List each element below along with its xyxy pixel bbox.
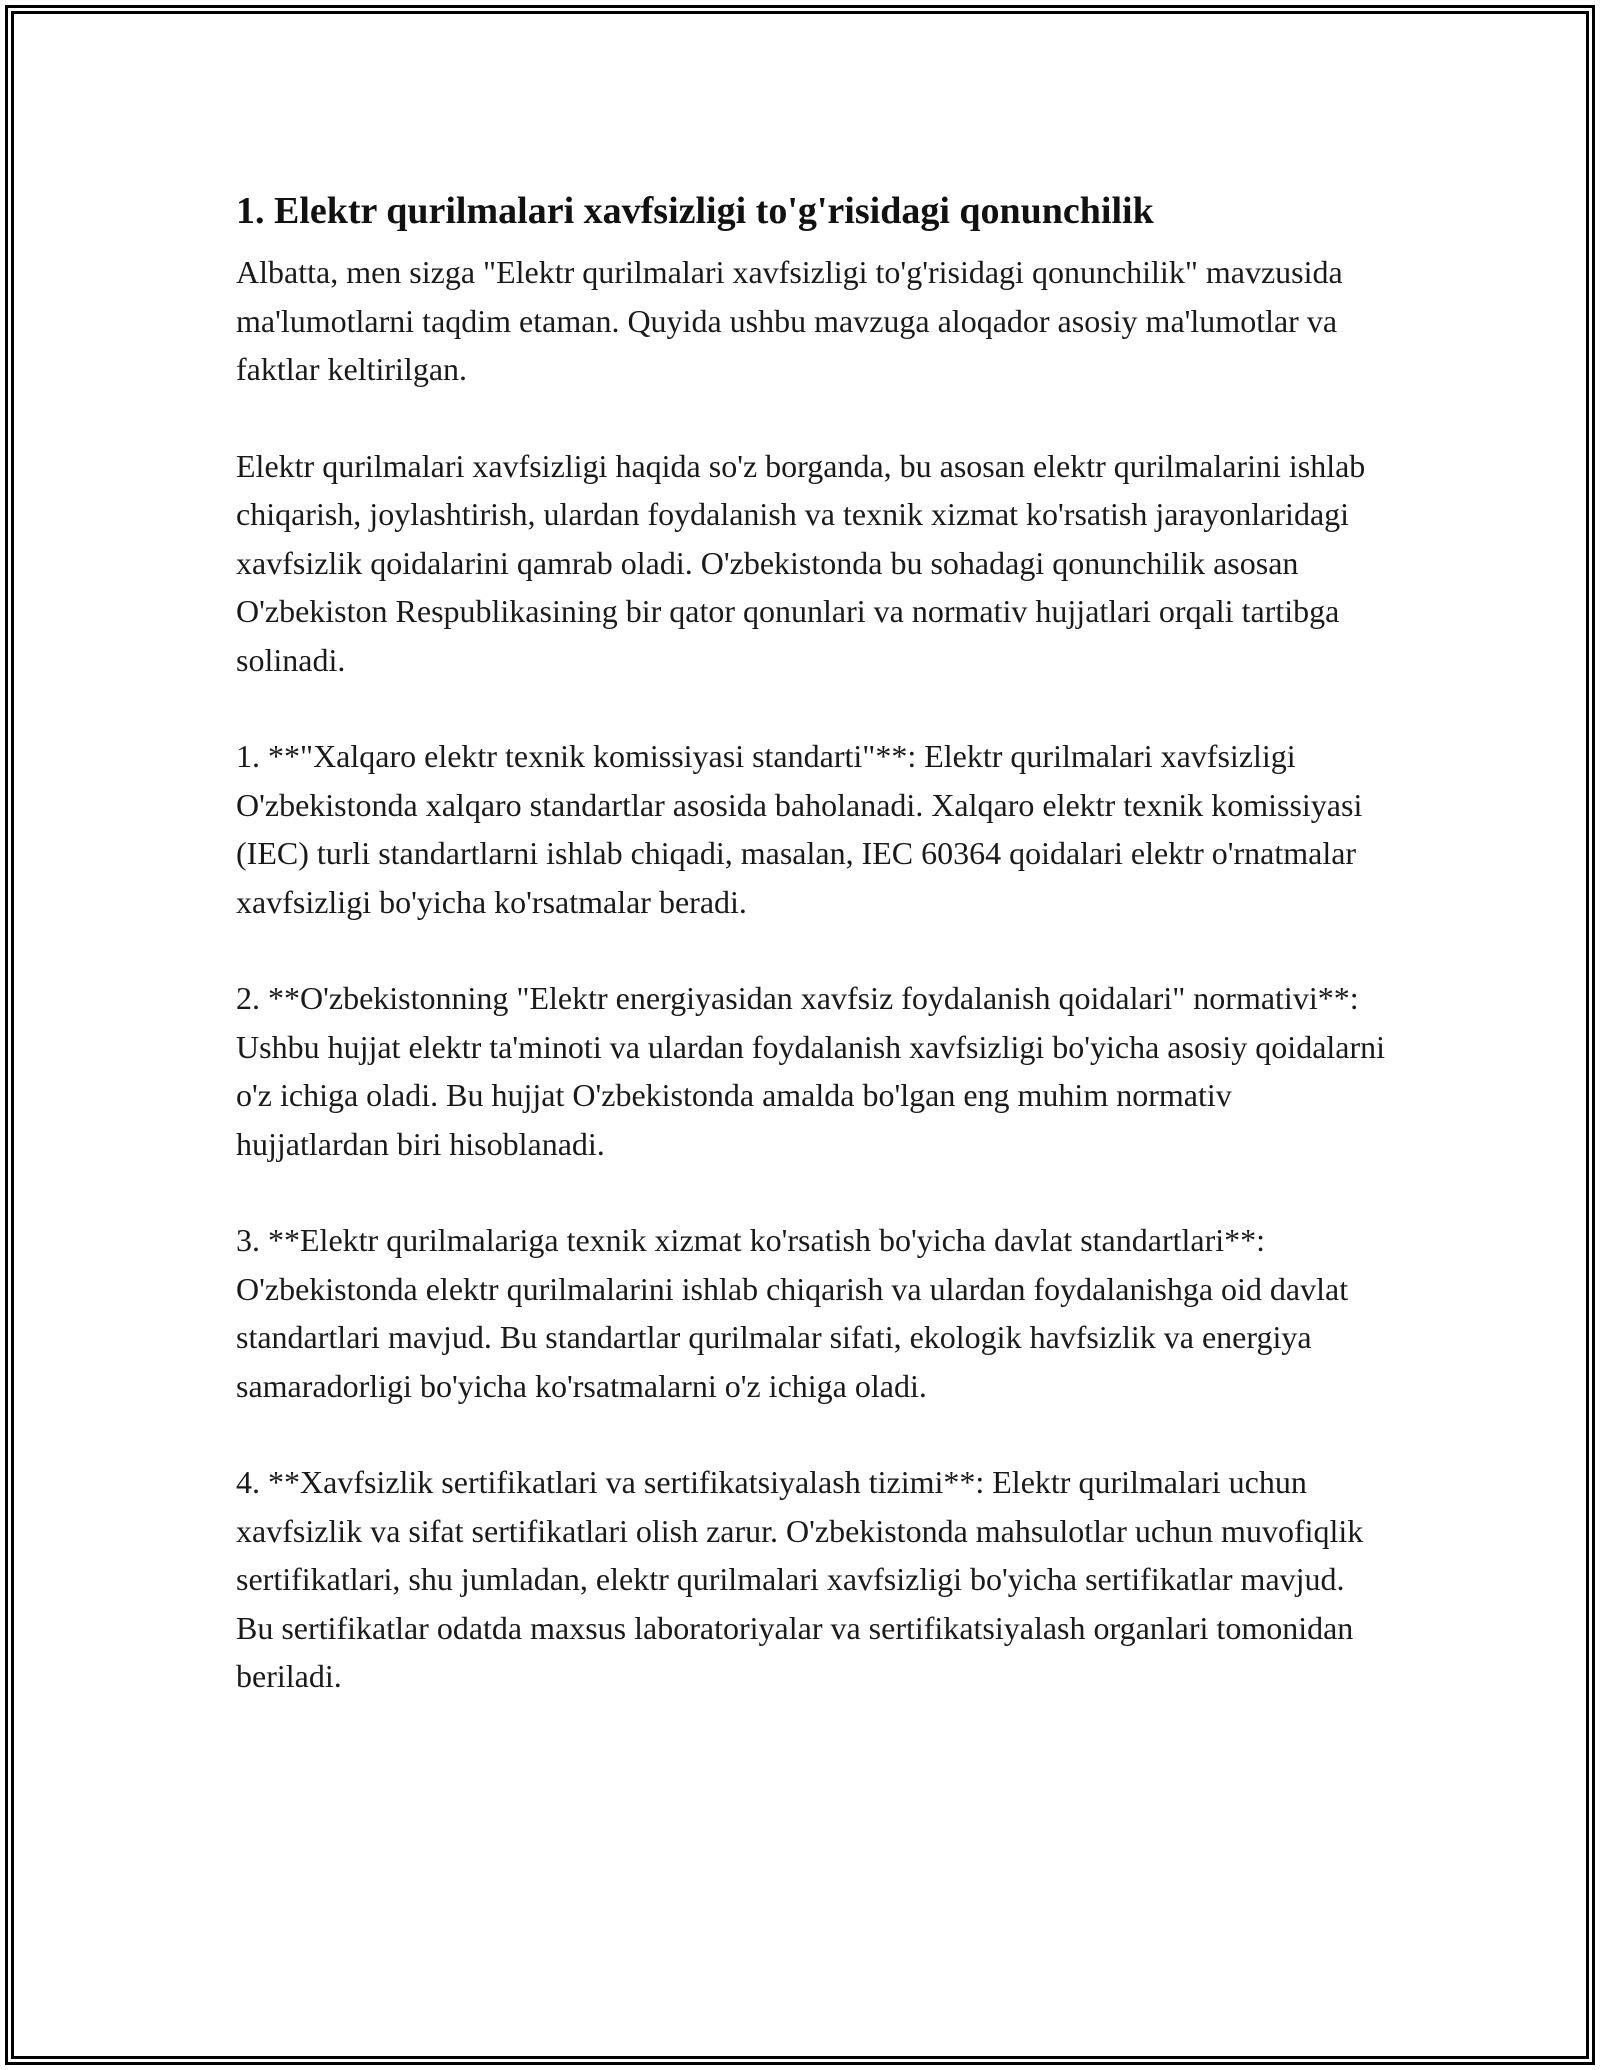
overview-paragraph: Elektr qurilmalari xavfsizligi haqida so'z borganda, bu asosan elektr qurilmalarini ishlab chiqarish, joylashtirish, ulardan foydalanish va texnik xizmat ko'rsatish jarayonlaridagi xavfsizlik qoidalarini qamrab oladi. O'zbekistonda bu sohadagi qonunchilik asosan O'zbekiston Respublikasining bir qator qonunlari va normativ hujjatlari orqali tartibga solinadi.: [236, 447, 1366, 678]
list-item-4-paragraph: 4. **Xavfsizlik sertifikatlari va sertifikatsiyalash tizimi**: Elektr qurilmalari uchun xavfsizlik va sifat sertifikatlari olish zarur. O'zbekistonda mahsulotlar uchun muvofiqlik sertifikatlari, shu jumladan, elektr qurilmalari xavfsizligi bo'yicha sertifikatlar mavjud. Bu sertifikatlar odatda maxsus laboratoriyalar va sertifikatsiyalash organlari tomonidan beriladi.: [236, 1464, 1364, 1694]
intro-paragraph: Albatta, men sizga "Elektr qurilmalari xavfsizligi to'g'risidagi qonunchilik" mavzusida ma'lumotlarni taqdim etaman. Quyida ushbu mavzuga aloqador asosiy ma'lumotlar va faktlar keltirilgan.: [236, 254, 1343, 387]
document-body: [236, 186, 1386, 1749]
list-item-2-paragraph: 2. **O'zbekistonning "Elektr energiyasidan xavfsiz foydalanish qoidalari" normativi**: Ushbu hujjat elektr ta'minoti va ulardan foydalanish xavfsizligi bo'yicha asosiy qoidalarni o'z ichiga oladi. Bu hujjat O'zbekistonda amalda bo'lgan eng muhim normativ hujjatlardan biri hisoblanadi.: [236, 980, 1386, 1162]
list-item-1-paragraph: 1. **"Xalqaro elektr texnik komissiyasi standarti"**: Elektr qurilmalari xavfsizligi O'zbekistonda xalqaro standartlar asosida baholanadi. Xalqaro elektr texnik komissiyasi (IEC) turli standartlarni ishlab chiqadi, masalan, IEC 60364 qoidalari elektr o'rnatmalar xavfsizligi bo'yicha ko'rsatmalar beradi.: [236, 738, 1363, 920]
list-item-3-paragraph: 3. **Elektr qurilmalariga texnik xizmat ko'rsatish bo'yicha davlat standartlari**: O'zbekistonda elektr qurilmalarini ishlab chiqarish va ulardan foydalanishga oid davlat standartlari mavjud. Bu standartlar qurilmalar sifati, ekologik havfsizlik va energiya samaradorligi bo'yicha ko'rsatmalarni o'z ichiga oladi.: [236, 1222, 1349, 1404]
document-title: 1. Elektr qurilmalari xavfsizligi to'g'risidagi qonunchilik: [236, 190, 1154, 232]
